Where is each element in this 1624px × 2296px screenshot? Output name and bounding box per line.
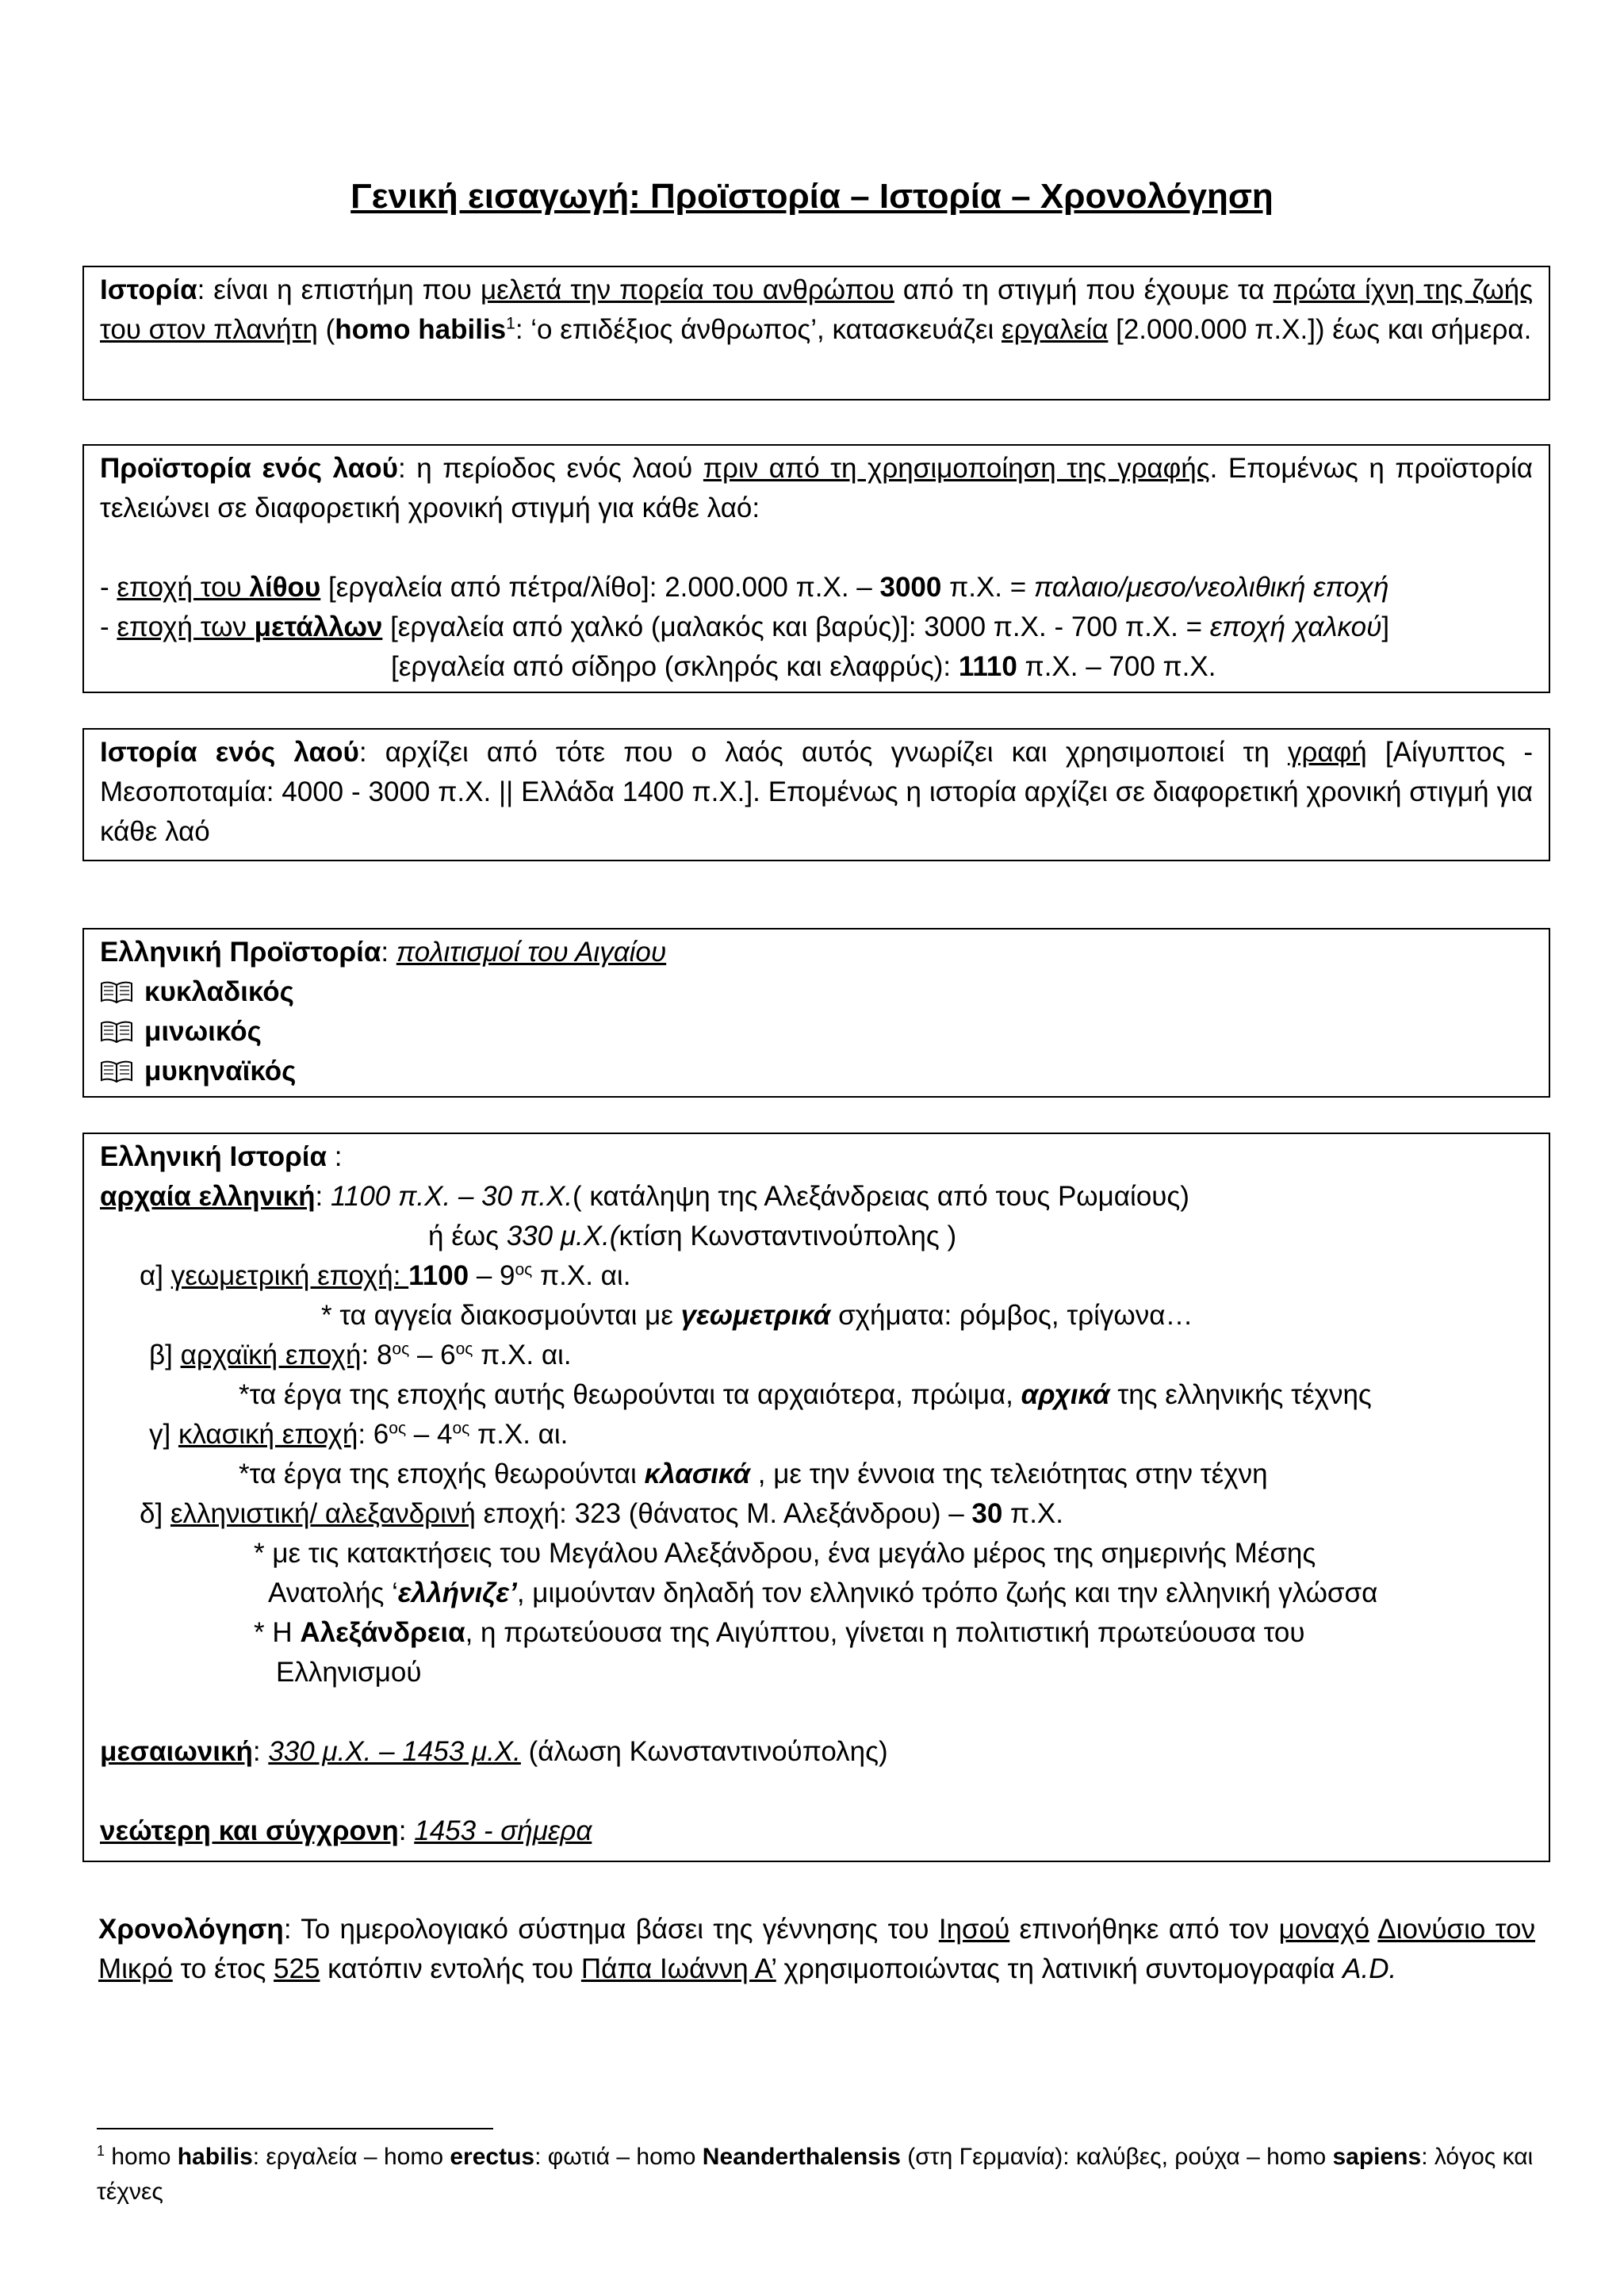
text: ( κατάληψη της Αλεξάνδρειας από τους Ρωμαίους) — [573, 1181, 1189, 1212]
history-people-term: Ιστορία ενός λαού — [100, 737, 359, 768]
history-definition-box — [82, 266, 1550, 401]
text: π.Χ. – 700 π.Χ. — [1017, 651, 1216, 682]
text: π.Χ. — [1002, 1498, 1063, 1529]
underlined-italic-text: 1453 - σήμερα — [414, 1815, 592, 1846]
bold-text: 1100 — [408, 1260, 469, 1291]
modern-term: νεώτερη και σύγχρονη — [100, 1815, 399, 1846]
underlined-text: Πάπα Ιωάννη Α’ — [580, 1953, 776, 1984]
text: π.Χ. = — [941, 572, 1034, 603]
text: [2.000.000 π.Χ.]) έως και σήμερα. — [1108, 314, 1532, 345]
text: : — [327, 1141, 343, 1172]
footnote — [97, 2140, 1548, 2210]
bold-text: 30 — [971, 1498, 1003, 1529]
underlined-text: αρχαϊκή εποχή — [180, 1340, 362, 1370]
text: - — [100, 611, 117, 642]
classical-era-line — [100, 1415, 1533, 1455]
text: * Η — [254, 1617, 301, 1648]
text: : αρχίζει από τότε που ο λαός αυτός γνωρίζει και χρησιμοποιεί τη — [358, 737, 1288, 768]
underlined-text: μοναχό — [1278, 1914, 1369, 1945]
text: το έτος — [172, 1953, 274, 1984]
medieval-term: μεσαιωνική — [100, 1736, 253, 1767]
text: (άλωση Κωνσταντινούπολης) — [520, 1736, 888, 1767]
greek-prehistory-term: Ελληνική Προϊστορία — [100, 937, 381, 968]
underlined-text: γραφή — [1287, 737, 1367, 768]
text: * με τις κατακτήσεις του Μεγάλου Αλεξάνδρου, ένα μεγάλο μέρος της σημερινής Μέσης — [254, 1538, 1316, 1569]
metal-term: μετάλλων — [254, 611, 383, 642]
bold-text: Αλεξάνδρεια — [300, 1617, 465, 1648]
chronology-term: Χρονολόγηση — [98, 1914, 284, 1945]
italic-text: 1100 π.Χ. – 30 π.Χ. — [331, 1181, 573, 1212]
text: : — [315, 1181, 331, 1212]
homo-habilis-term: homo habilis — [335, 314, 507, 345]
text: : εργαλεία – homo — [252, 2144, 450, 2170]
archaic-era-line — [100, 1336, 1533, 1375]
underlined-text: πριν από τη χρησιμοποίηση της γραφής — [703, 453, 1210, 484]
iron-age-line — [100, 647, 1533, 687]
text: * τα αγγεία διακοσμούνται με — [321, 1300, 681, 1331]
text: από τη στιγμή που έχουμε τα — [894, 274, 1274, 305]
text: [Αίγυπτος - Μεσοποταμία: 4000 - 3000 π.Χ. || Ελλάδα 1400 π.Χ.]. Επομένως η ιστορία αρχίζει σε διαφορετική χρονική στιγμή για κάθε λαό — [100, 737, 1533, 847]
text: ή έως — [428, 1221, 507, 1251]
hellenistic-note-1a — [100, 1534, 1533, 1573]
history-people-box — [82, 728, 1550, 861]
metal-age-line — [100, 608, 1533, 647]
bold-text: habilis — [177, 2144, 253, 2170]
open-book-icon — [100, 980, 133, 1004]
underlined-text: ελληνιστική/ αλεξανδρινή — [170, 1498, 476, 1529]
open-book-icon — [100, 1020, 133, 1044]
mycenaean-item: μυκηναϊκός — [144, 1056, 297, 1087]
greek-history-heading — [100, 1137, 1533, 1177]
list-item — [100, 1052, 1533, 1091]
underlined-text: 525 — [274, 1953, 320, 1984]
text: ( — [317, 314, 335, 345]
greek-prehistory-box — [82, 928, 1550, 1098]
text: γ] — [149, 1419, 178, 1450]
text: : ‘ο επιδέξιος άνθρωπος’, κατασκευάζει — [515, 314, 1002, 345]
text: π.Χ. αι. — [532, 1260, 631, 1291]
text: : 8 — [361, 1340, 393, 1370]
hellenistic-era-line — [100, 1494, 1533, 1534]
text: *τα έργα της εποχής αυτής θεωρούνται τα αρχαιότερα, πρώιμα, — [239, 1379, 1021, 1410]
bold-italic-text: αρχικά — [1021, 1379, 1110, 1410]
text: Ελληνισμού — [276, 1657, 422, 1688]
text: . Επομένως η προϊστορία τελειώνει σε διαφορετική χρονική στιγμή για κάθε λαό: — [100, 453, 1534, 523]
bold-text: 3000 — [879, 572, 942, 603]
text: – 6 — [409, 1340, 456, 1370]
text: : — [398, 1815, 415, 1846]
text: [εργαλεία από πέτρα/λίθο]: 2.000.000 π.Χ. – — [320, 572, 880, 603]
underlined-text: κλασική εποχή — [178, 1419, 358, 1450]
text: επινοήθηκε από τον — [1009, 1914, 1279, 1945]
text: – 9 — [469, 1260, 515, 1291]
text: κατόπιν εντολής του — [320, 1953, 581, 1984]
list-item — [100, 1012, 1533, 1052]
modern-line — [100, 1811, 1533, 1851]
ancient-greek-line — [100, 1177, 1533, 1217]
text: της ελληνικής τέχνης — [1109, 1379, 1372, 1410]
underlined-text: Διονύσιο τον Μικρό — [98, 1914, 1536, 1984]
italic-text: 330 μ.Χ.( — [506, 1221, 619, 1251]
text: β] — [149, 1340, 181, 1370]
ancient-greek-alt-line — [100, 1217, 1533, 1256]
text: : — [381, 937, 396, 968]
underlined-text: μελετά την πορεία του ανθρώπου — [480, 274, 894, 305]
greek-history-term: Ελληνική Ιστορία — [100, 1141, 327, 1172]
text: κτίση Κωνσταντινούπολης ) — [619, 1221, 957, 1251]
text: - — [100, 572, 117, 603]
bold-text: 1110 — [958, 651, 1017, 682]
aegean-subtitle: πολιτισμοί του Αιγαίου — [396, 937, 667, 968]
page-title: Γενική εισαγωγή: Προϊστορία – Ιστορία – Χρονολόγηση — [350, 177, 1274, 216]
bold-text: sapiens — [1332, 2144, 1422, 2170]
text: : λόγος και τέχνες — [97, 2144, 1534, 2205]
text: εποχή: 323 (θάνατος Μ. Αλεξάνδρου) – — [475, 1498, 972, 1529]
text: homo — [105, 2144, 178, 2170]
hellenistic-note-1b — [100, 1573, 1533, 1613]
history-term: Ιστορία — [100, 274, 197, 305]
greek-prehistory-heading — [100, 933, 1533, 972]
bold-italic-text: γεωμετρικά — [680, 1300, 831, 1331]
text: χρησιμοποιώντας τη λατινική συντομογραφία — [776, 1953, 1343, 1984]
archaic-note — [100, 1375, 1533, 1415]
text: : 6 — [358, 1419, 389, 1450]
list-item — [100, 972, 1533, 1012]
superscript: ος — [515, 1260, 533, 1279]
ancient-greek-term: αρχαία ελληνική — [100, 1181, 316, 1212]
prehistory-box — [82, 444, 1550, 693]
footnote-divider — [97, 2128, 493, 2129]
text: π.Χ. αι. — [473, 1340, 572, 1370]
text: [εργαλεία από χαλκό (μαλακός και βαρύς)]: 3000 π.Χ. - 700 π.Χ. = — [382, 611, 1210, 642]
text: – 4 — [406, 1419, 453, 1450]
stone-term: λίθου — [249, 572, 321, 603]
footnote-ref[interactable]: 1 — [506, 314, 515, 333]
hellenistic-note-2c — [100, 1653, 1533, 1692]
text: α] — [140, 1260, 171, 1291]
bold-text: erectus — [450, 2144, 535, 2170]
text: δ] — [140, 1498, 170, 1529]
chronology-paragraph — [98, 1910, 1535, 1989]
underlined-text: πρώτα ίχνη της ζωής του στον πλανήτη — [100, 274, 1533, 345]
text: , με την έννοια της τελειότητας στην τέχνη — [750, 1458, 1268, 1489]
text: : — [252, 1736, 269, 1767]
cycladic-item: κυκλαδικός — [144, 976, 294, 1007]
text: , μιμούνταν δηλαδή τον ελληνικό τρόπο ζωής και την ελληνική γλώσσα — [516, 1577, 1378, 1608]
stone-age-line — [100, 568, 1533, 608]
text — [1369, 1914, 1377, 1945]
hellenistic-note-2a — [100, 1613, 1533, 1653]
text: : φωτιά – homo — [534, 2144, 703, 2170]
superscript: ος — [455, 1340, 473, 1359]
italic-text: A.D. — [1342, 1953, 1397, 1984]
underlined-text: εργαλεία — [1002, 314, 1109, 345]
text: ] — [1381, 611, 1390, 642]
bold-text: Neanderthalensis — [702, 2144, 901, 2170]
underlined-text: γεωμετρική εποχή: — [170, 1260, 409, 1291]
italic-text: εποχή χαλκού — [1209, 611, 1382, 642]
text: , η πρωτεύουσα της Αιγύπτου, γίνεται η πολιτιστική πρωτεύουσα του — [465, 1617, 1305, 1648]
italic-text: παλαιο/μεσο/νεολιθική εποχή — [1033, 572, 1389, 603]
greek-history-box — [82, 1133, 1550, 1862]
prehistory-term: Προϊστορία ενός λαού — [100, 453, 398, 484]
classical-note — [100, 1455, 1533, 1494]
underlined-text: εποχή του — [117, 572, 250, 603]
text: Ανατολής ‘ — [268, 1577, 398, 1608]
medieval-line — [100, 1732, 1533, 1772]
prehistory-definition — [100, 449, 1533, 528]
superscript: ος — [452, 1419, 470, 1438]
text: (στη Γερμανία): καλύβες, ρούχα – homo — [900, 2144, 1333, 2170]
bold-italic-text: ελλήνιζε’ — [397, 1577, 517, 1608]
underlined-text: εποχή των — [117, 611, 255, 642]
underlined-italic-text: 330 μ.Χ. – 1453 μ.Χ. — [268, 1736, 521, 1767]
superscript: ος — [392, 1340, 410, 1359]
bold-italic-text: κλασικά — [644, 1458, 751, 1489]
text: *τα έργα της εποχής θεωρούνται — [239, 1458, 645, 1489]
superscript: ος — [389, 1419, 407, 1438]
geometric-note — [100, 1296, 1533, 1336]
geometric-era-line — [100, 1256, 1533, 1296]
text: : Το ημερολογιακό σύστημα βάσει της γέννησης του — [283, 1914, 939, 1945]
open-book-icon — [100, 1060, 133, 1083]
text: σχήματα: ρόμβος, τρίγωνα… — [830, 1300, 1193, 1331]
footnote-number: 1 — [97, 2143, 105, 2159]
text: [εργαλεία από σίδηρο (σκληρός και ελαφρύς): — [391, 651, 959, 682]
minoan-item: μινωικός — [144, 1016, 262, 1047]
text: : είναι η επιστήμη που — [197, 274, 481, 305]
underlined-text: Ιησού — [938, 1914, 1010, 1945]
text: : η περίοδος ενός λαού — [397, 453, 703, 484]
text: π.Χ. αι. — [469, 1419, 569, 1450]
